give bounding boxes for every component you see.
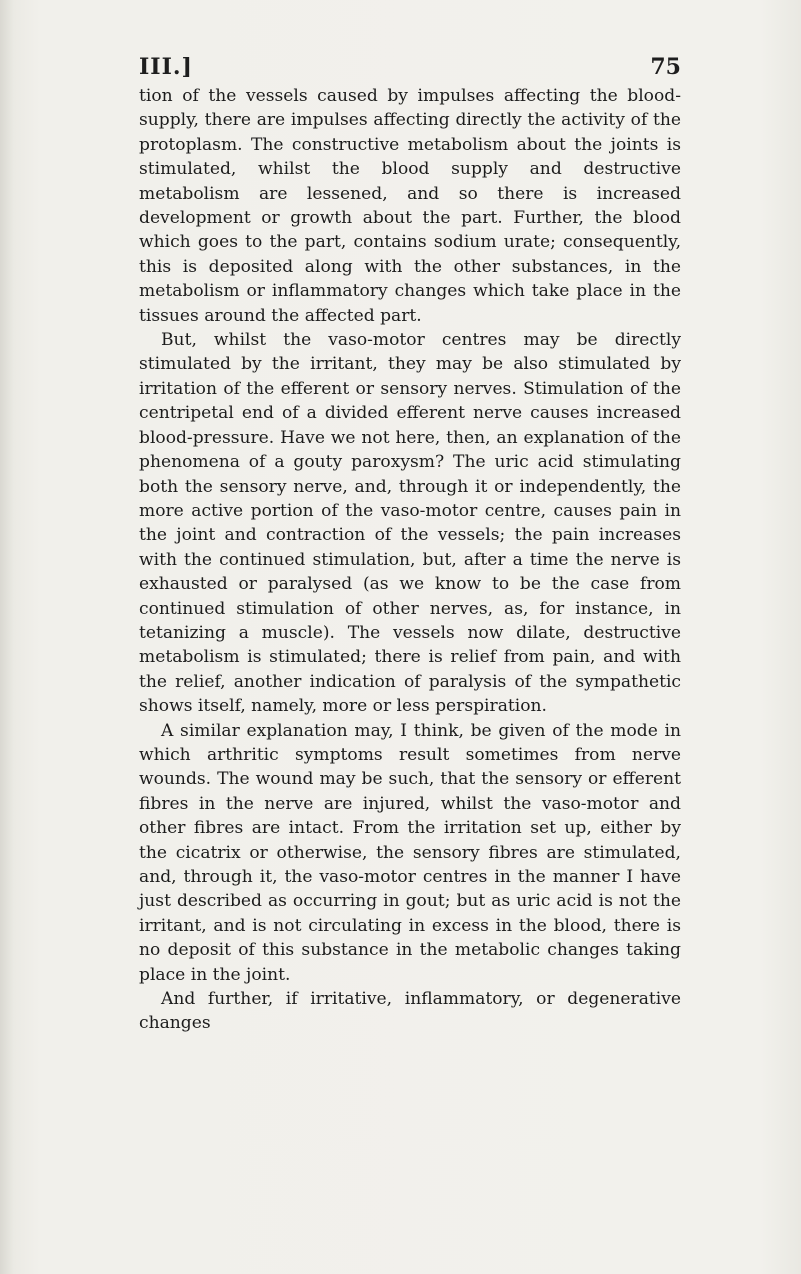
paragraph-continued: tion of the vessels caused by impulses affecting the blood-supply, there are impulses affecting directly the activity of the protoplasm. The constructive metabolism about the joints is stimulated, whilst the blood supply and destructive metabolism are lessened, and so there is increased development or growth about the part. Further, the blood which goes to the part, contains sodium urate; consequently, this is deposited along with the other substances, in the metabolism or inflammatory changes which take place in the tissues around the affected part. <box>139 86 681 326</box>
body-text <box>139 84 681 1036</box>
page-number: 75 <box>650 54 681 80</box>
chapter-marker: III.] <box>139 54 193 80</box>
paragraph: A similar explanation may, I think, be given of the mode in which arthritic symptoms result sometimes from nerve wounds. The wound may be such, that the sensory or efferent fibres in the nerve are injured, whilst the vaso-motor and other fibres are intact. From the irritation set up, either by the cicatrix or otherwise, the sensory fibres are stimulated, and, through it, the vaso-motor centres in the manner I have just described as occurring in gout; but as uric acid is not the irritant, and is not circulating in excess in the blood, there is no deposit of this substance in the metabolic changes taking place in the joint. <box>139 720 681 985</box>
paragraph: But, whilst the vaso-motor centres may be directly stimulated by the irritant, they may be also stimulated by irritation of the efferent or sensory nerves. Stimulation of the centripetal end of a divided efferent nerve causes increased blood-pressure. Have we not here, then, an explanation of the phenomena of a gouty paroxysm? The uric acid stimulating both the sensory nerve, and, through it or independently, the more active portion of the vaso-motor centre, causes pain in the joint and contraction of the vessels; the pain increases with the continued stimulation, but, after a time the nerve is exhausted or paralysed (as we know to be the case from continued stimulation of other nerves, as, for instance, in tetanizing a muscle). The vessels now dilate, destructive metabolism is stimulated; there is relief from pain, and with the relief, another indication of paralysis of the sympathetic shows itself, namely, more or less perspiration. <box>139 330 681 717</box>
paragraph: And further, if irritative, inflammatory, or degenerative changes <box>139 989 681 1034</box>
